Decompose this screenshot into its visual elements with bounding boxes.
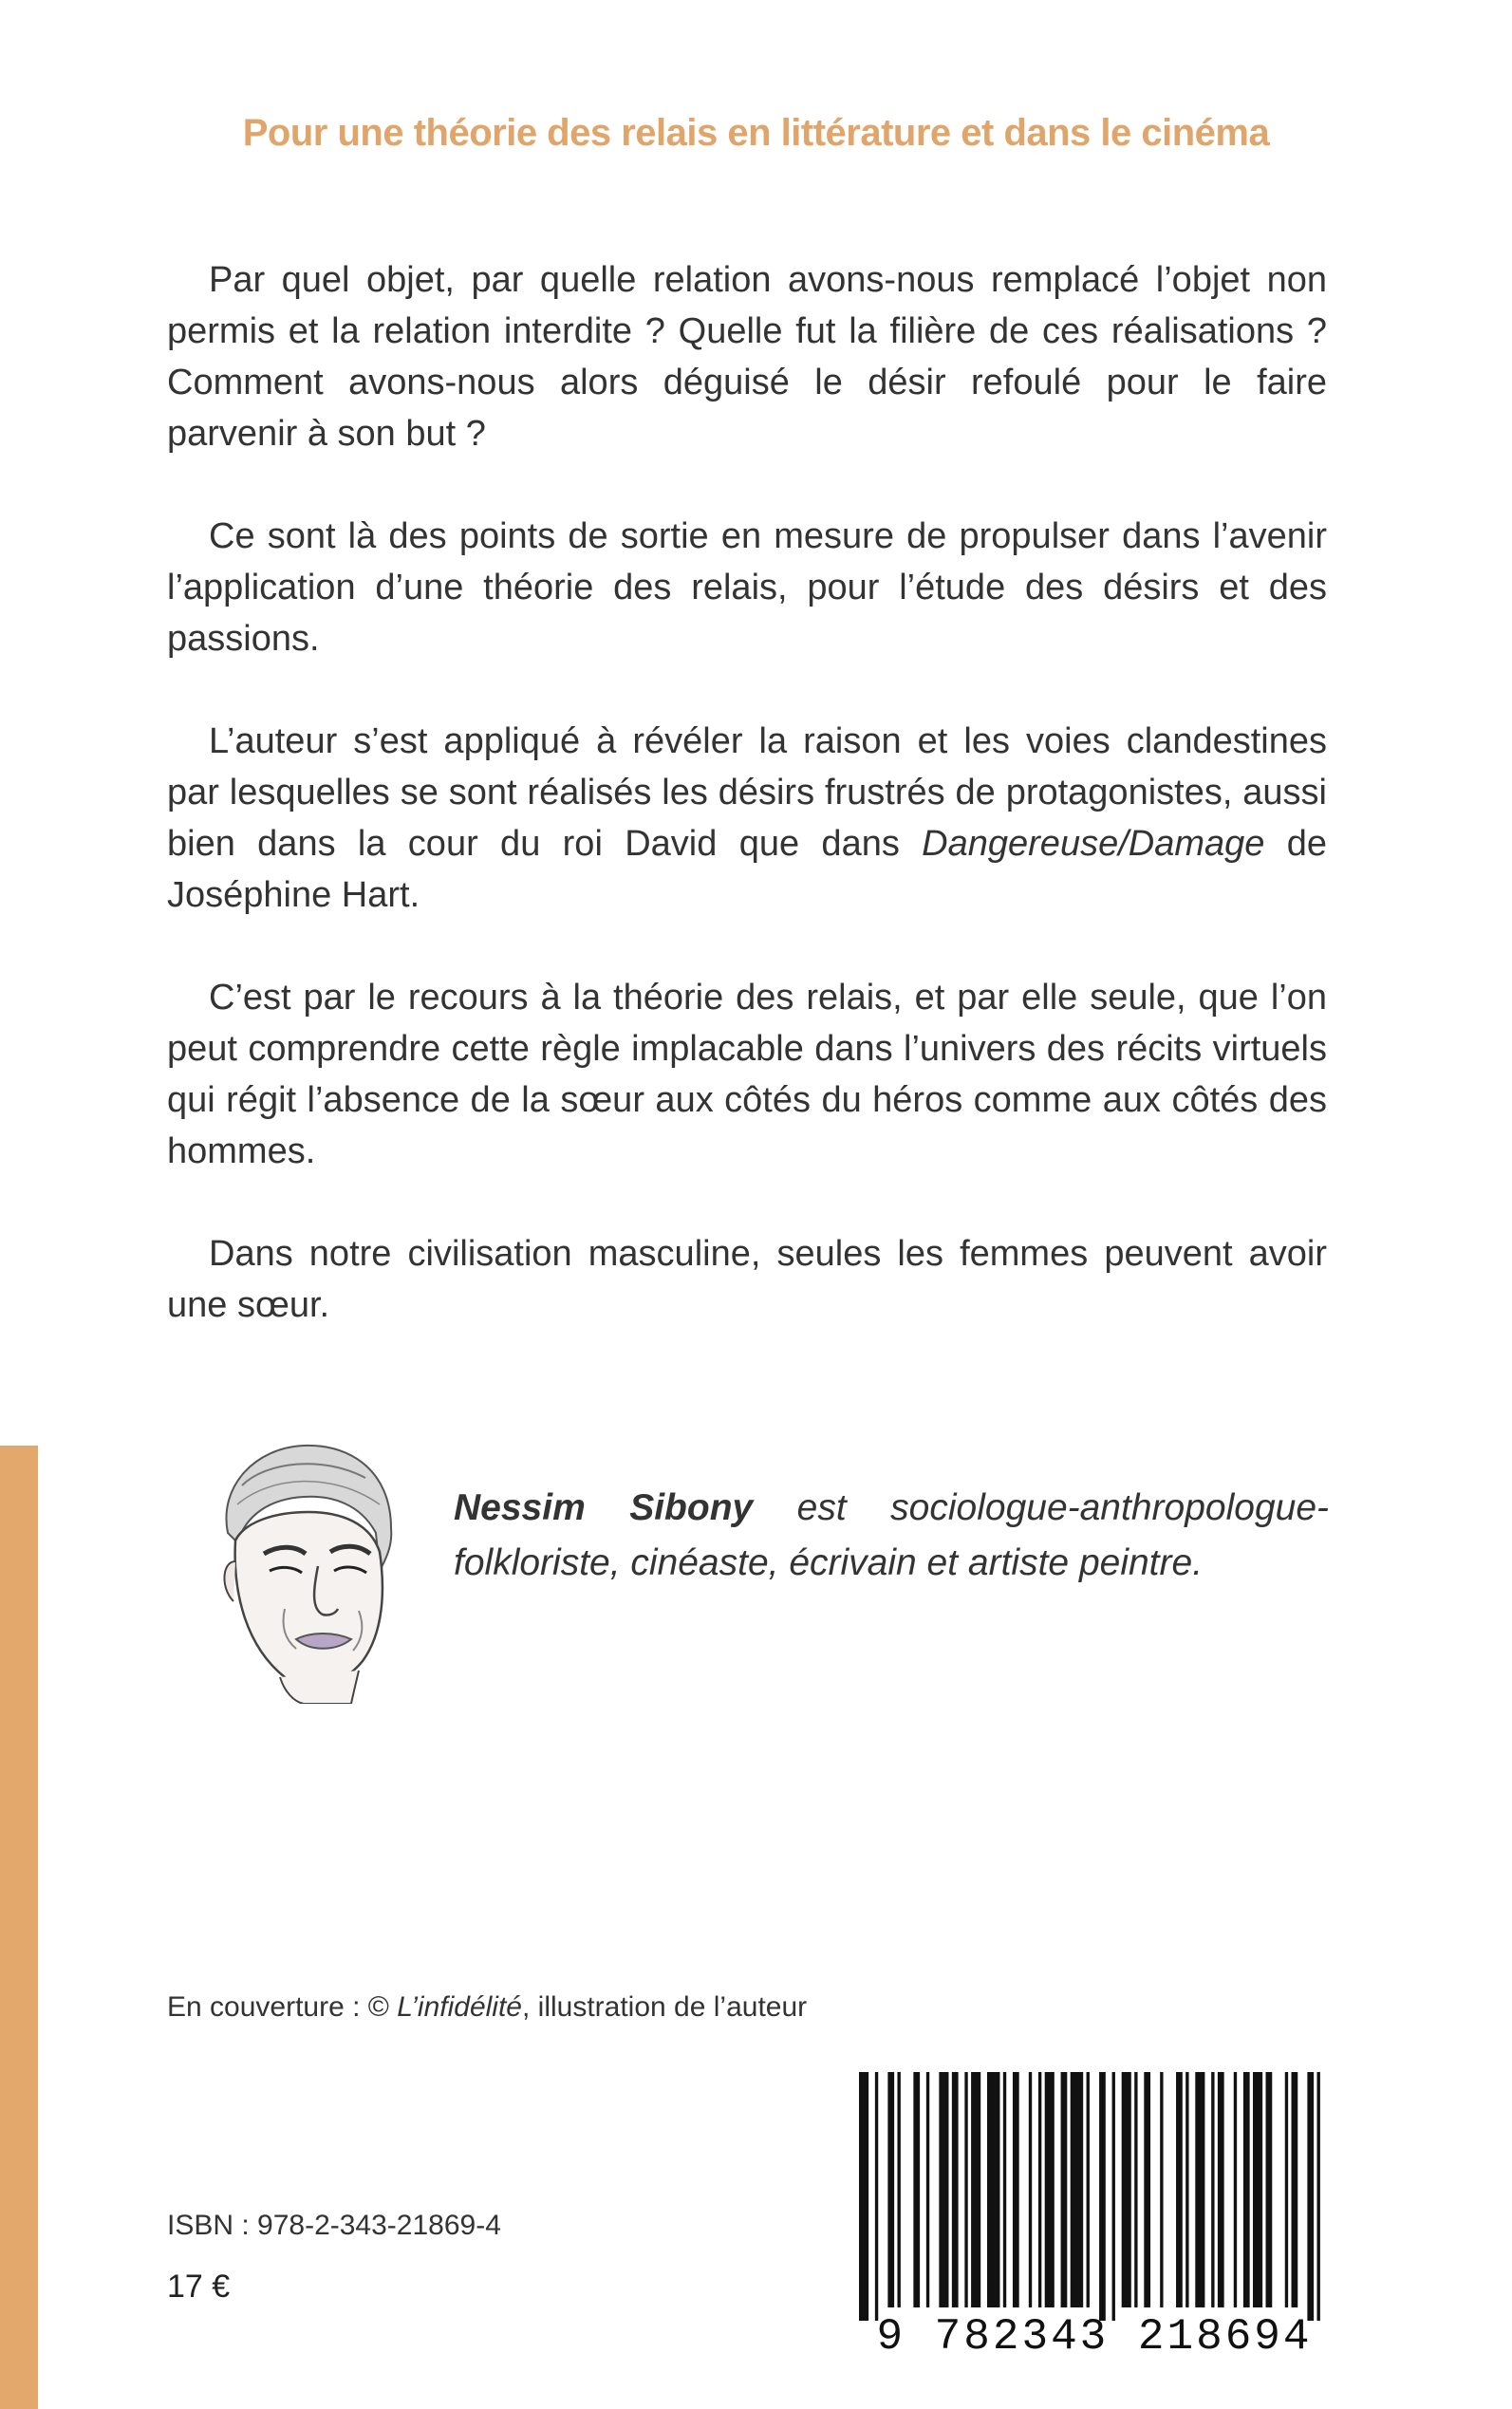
barcode-bar bbox=[1266, 2072, 1273, 2307]
barcode-bar bbox=[1218, 2072, 1224, 2307]
barcode-bar bbox=[964, 2072, 967, 2307]
author-portrait bbox=[190, 1429, 408, 1704]
barcode-bar bbox=[1038, 2072, 1041, 2307]
barcode-bar bbox=[1045, 2072, 1055, 2307]
barcode-bar bbox=[1292, 2072, 1298, 2307]
barcode-bar bbox=[1176, 2072, 1183, 2307]
book-title: Pour une théorie des relais en littérature et dans le cinéma bbox=[242, 112, 1270, 154]
barcode-bar bbox=[1112, 2072, 1115, 2321]
barcode-bar bbox=[1003, 2072, 1006, 2307]
barcode-bar bbox=[939, 2072, 948, 2307]
barcode-bar bbox=[1317, 2072, 1320, 2321]
paragraph-5: Dans notre civilisation masculine, seules les femmes peuvent avoir une sœur. bbox=[167, 1234, 1327, 1325]
credit-work: L’infidélité bbox=[397, 1991, 522, 2023]
author-bio bbox=[454, 1481, 1329, 1591]
barcode-bar bbox=[1087, 2072, 1090, 2307]
barcode-bar bbox=[897, 2072, 900, 2307]
barcode-bar bbox=[1211, 2072, 1214, 2307]
paragraph-3 bbox=[167, 716, 1327, 921]
cover-credit bbox=[167, 1991, 807, 2024]
barcode-bar bbox=[926, 2072, 929, 2307]
credit-suffix: , illustration de l’auteur bbox=[521, 1991, 808, 2023]
barcode-bar bbox=[1307, 2072, 1314, 2321]
barcode-bar bbox=[1185, 2072, 1188, 2307]
credit-prefix: En couverture : © bbox=[167, 1991, 398, 2023]
author-bio-text: est sociologue-anthropologue-folkloriste, cinéaste, écrivain et artiste peintre. bbox=[454, 1487, 1329, 1583]
paragraph-3-before: L’auteur s’est appliqué à révéler la raison et les voies clandestines par lesquelles se sont réalisés les désirs frustrés de protagonistes, aussi bien dans la cour du roi David que dans bbox=[167, 721, 1327, 864]
book-reference: Dangereuse/Damage bbox=[922, 824, 1265, 864]
barcode-bar bbox=[859, 2072, 868, 2321]
barcode-bar bbox=[1243, 2072, 1250, 2307]
barcode-bar bbox=[987, 2072, 999, 2307]
barcode-bar bbox=[1013, 2072, 1019, 2307]
barcode bbox=[859, 2072, 1330, 2321]
barcode-bar bbox=[1029, 2072, 1032, 2307]
summary-text bbox=[167, 254, 1327, 1382]
barcode-bar bbox=[887, 2072, 894, 2307]
barcode-bar bbox=[1234, 2072, 1237, 2307]
barcode-bar bbox=[1160, 2072, 1163, 2307]
barcode-bar bbox=[971, 2072, 980, 2307]
barcode-bar bbox=[875, 2072, 878, 2321]
barcode-bar bbox=[1144, 2072, 1150, 2307]
barcode-bar bbox=[1195, 2072, 1204, 2307]
barcode-bar bbox=[952, 2072, 959, 2307]
barcode-digits: 9 782343 218694 bbox=[876, 2312, 1313, 2362]
paragraph-1: Par quel objet, par quelle relation avons-nous remplacé l’objet non permis et la relation interdite ? Quelle fut la filière de ces réalisations ? Comment avons-nous alors déguisé le désir refoulé pour le faire parvenir à son but ? bbox=[167, 260, 1327, 454]
price: 17 € bbox=[167, 2269, 231, 2305]
barcode-bar bbox=[1253, 2072, 1262, 2307]
barcode-bar bbox=[1285, 2072, 1288, 2307]
barcode-bar bbox=[1122, 2072, 1131, 2307]
paragraph-3-after: de Joséphine Hart. bbox=[167, 824, 1328, 915]
barcode-bar bbox=[1134, 2072, 1137, 2307]
barcode-bar bbox=[1099, 2072, 1106, 2321]
isbn: ISBN : 978-2-343-21869-4 bbox=[167, 2210, 501, 2241]
paragraph-4: C’est par le recours à la théorie des relais, et par elle seule, que l’on peut comprendre cette règle implacable dans l’univers des récits virtuels qui régit l’absence de la sœur aux côtés du héros comme aux côtés des hommes. bbox=[167, 978, 1327, 1171]
paragraph-2: Ce sont là des points de sortie en mesure de propulser dans l’avenir l’application d’une théorie des relais, pour l’étude des désirs et des passions. bbox=[167, 516, 1327, 659]
barcode-bar bbox=[913, 2072, 920, 2307]
author-name: Nessim Sibony bbox=[454, 1487, 754, 1528]
accent-side-bar bbox=[0, 1446, 38, 2409]
barcode-bar bbox=[1071, 2072, 1083, 2307]
barcode-bar bbox=[1061, 2072, 1068, 2307]
